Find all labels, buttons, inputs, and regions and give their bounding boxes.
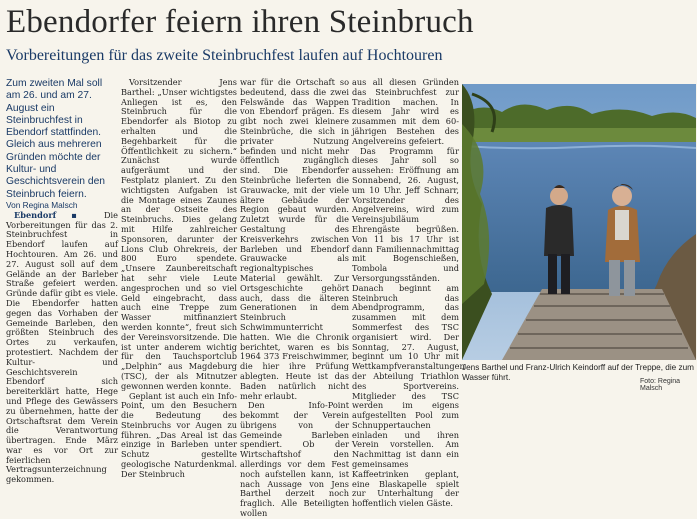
article-photo [462, 84, 696, 360]
article-column-2 [121, 77, 237, 479]
dateline: Ebendorf [14, 209, 57, 220]
dateline-marker: ▪ [71, 209, 90, 220]
subheadline: Vorbereitungen für das zweite Steinbruchfest laufen auf Hochtouren [6, 47, 443, 64]
body-paragraph: Den Info-Point bekommt der Verein übrigens von der Gemeinde Barleben spendiert. Ob der Wirtschaftshof den allerdings vor dem Fest noch aufstellen kann, ist nach Aussage von Jens Barthel derzeit noch fraglich. Alle Beteiligten wollen [240, 400, 349, 519]
body-paragraph [6, 211, 118, 485]
article-column-4 [352, 77, 465, 509]
quarry-photo-illustration [462, 84, 696, 360]
photo-caption: Jens Barthel und Franz-Ulrich Keindorff auf der Treppe, die zum Wasser führt. [462, 363, 694, 382]
body-paragraph: Geplant ist auch ein Info-Point, um den Besuchern die Bedeutung des Steinbruchs vor Augen zu führen. „Das Areal ist das einzige in Barleben unter Schutz gestellte geologische Naturdenkmal. Der Steinbruch [121, 390, 237, 479]
byline: Von Regina Malsch [6, 199, 78, 210]
body-text: Die Vorbereitungen für das 2. Steinbruchfest in Ebendorf laufen auf Hochtouren. Am 26. und 27. August soll auf dem Gelände an der Barleber Straße gefeiert werden. Gründe dafür gibt es viele. Die Ebendorfer hatten gegen das Vorhaben der Gemeinde Barleben, den größten Steinbruch des Ortes zu verkaufen, protestiert. Nachdem der Kultur- und Geschichtsverein Ebendorf sich bereiterklärt hatte, Hege und Pflege des Gewässers zu übernehmen, hatte der Ortschaftsrat dem Verein die Verantwortung übertragen. Ende März war es vor Ort zur feierlichen Vertragsunterzeichnung gekommen. [6, 209, 118, 485]
article-column-3 [240, 77, 349, 519]
photo-credit: Foto: Regina Malsch [640, 378, 681, 392]
body-paragraph: aus all diesen Gründen das Steinbruchfest zur Tradition machen. In diesem Jahr wird es zusammen mit dem 60-jährigen Bestehen des Angelvereins gefeiert. [352, 77, 459, 146]
article-column-1 [6, 78, 118, 485]
body-paragraph: war für die Ortschaft so bedeutend, dass die zwei Felswände das Wappen von Ebendorf prägen. Es gibt noch zwei kleinere Steinbrüche, die sich in privater Nutzung befinden und nicht mehr öffentlich zugänglich sind. Die Ebendorfer Steinbrüche lieferten die Grauwacke, mit der viele ältere Gebäude der Region gebaut wurden. Zuletzt wurde für die Gestaltung des Kreisverkehrs zwischen Barleben und Ebendorf Grauwacke als regionaltypisches Material gewählt. Zur Ortsgeschichte gehört auch, dass die älteren Generationen in dem Steinbruch Schwimmunterricht hatten. Wie die Chronik berichtet, waren es bis 1964 373 Freischwimmer, die hier ihre Prüfung ablegten. Heute ist das Baden natürlich nicht mehr erlaubt. [240, 77, 349, 401]
body-paragraph: Das Programm für dieses Jahr soll so aussehen: Eröffnung am Sonnabend, 26. August, um 10 Uhr. Jeff Schnarr, Vorsitzender des Angelvereins, wird zum Vereinsjubiläum Ehrengäste begrüßen. Von 11 bis 17 Uhr ist dann Familiennachmittag mit Bogenschießen, Tombola und Versorgungsständen. Danach beginnt am Steinbruch das Abendprogramm, das zusammen mit dem Sommerfest des TSC organisiert wird. Der Sonntag, 27. August, beginnt um 10 Uhr mit Wettkampfveranstaltungen der Abteilung Triathlon des Sportvereins. Mitglieder des TSC werden im eigens aufgestellten Pool zum Schnuppertauchen einladen und ihren Verein vorstellen. Am Nachmittag ist dann ein gemeinsames Kaffeetrinken geplant, eine Blaskapelle spielt zur Unterhaltung der hoffentlich vielen Gäste. [352, 145, 465, 509]
body-paragraph: Vorsitzender Jens Barthel: „Unser wichtigstes Anliegen ist es, den Steinbruch für die Ebendorfer als Biotop zu erhalten und die Begehbarkeit für die Öffentlichkeit zu sichern.“ Zunächst wurde aufgeräumt und der Festplatz planiert. Zu den wichtigsten Aufgaben ist die Montage eines Zaunes an der Ostseite des Steinbruchs. Dies gelang mit Hilfe zahlreicher Sponsoren, darunter der Lions Club Ohrekreis, der 800 Euro spendete. „Unsere Zaunbereitschaft hat sehr viele Leute angesprochen und so viel Geld eingebracht, dass auch eine Treppe zum Wasser mitfinanziert werden konnte“, freut sich der Vereinsvorsitzende. Die ist unter anderem wichtig für den Tauchsportclub „Delphin“ aus Magdeburg (TSC), der als Mitnutzer gewonnen werden konnte. [121, 77, 237, 391]
headline: Ebendorfer feiern ihren Steinbruch [6, 4, 474, 40]
lead-paragraph: Zum zweiten Mal soll am 26. und am 27. August ein Steinbruchfest in Ebendorf stattfinden. Gleich aus mehreren Gründen möchte der Kultur- und Geschichtsverein den Steinbruch feiern. [6, 78, 106, 200]
